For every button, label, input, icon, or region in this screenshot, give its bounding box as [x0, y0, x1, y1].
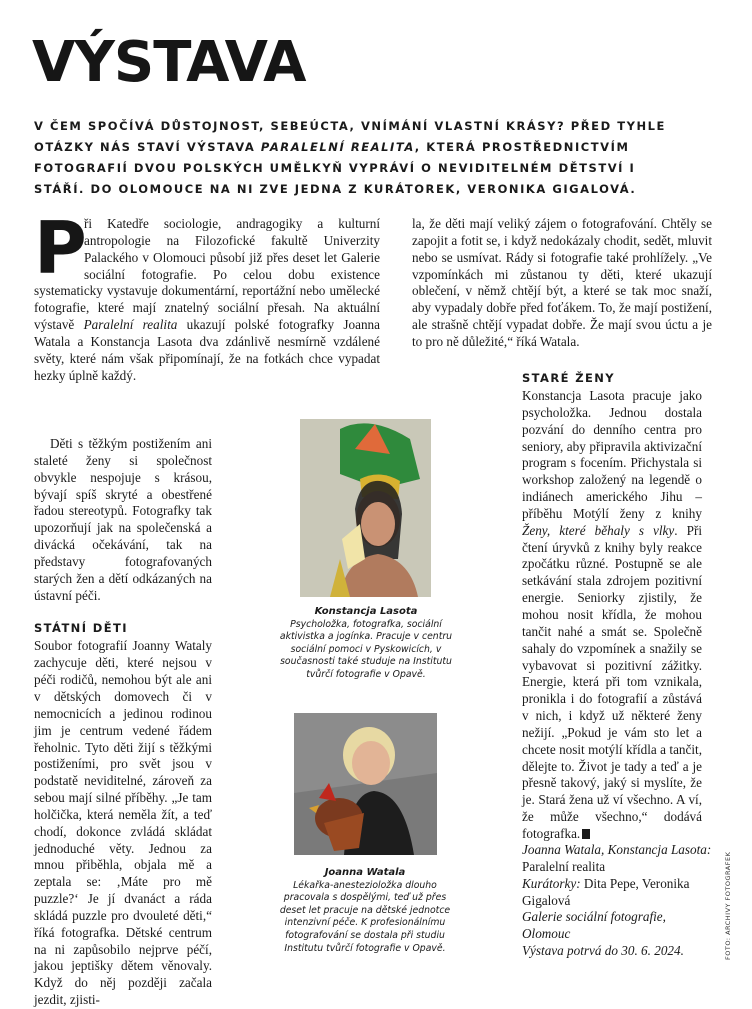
- caption-joanna: [270, 867, 460, 955]
- article-column-1-narrow: [34, 436, 212, 1009]
- dropcap-space: [34, 216, 84, 282]
- page-title: VÝSTAVA: [32, 30, 306, 95]
- paragraph-col2: la, že děti mají veliký zájem o fotografování. Chtěly se zapojit a fotit se, i když nedokázaly chodit, sedět, mluvit nebo se usmívat. Rády si fotografie také prohlížely. „Ve vzpomínkách mi zůstanou ty děti, které ukazují oblečení, v němž chtějí být, a které se tak moc snaží, aby vypadaly dobře před foťákem. To, že mají postižení, ale strašně chtějí vypadat dobře. Že mají svou úctu a je to pro ně důležité,“ říká Watala.: [412, 216, 712, 349]
- lead-exhibition-title: PARALELNÍ REALITA: [260, 140, 415, 154]
- portrait-illustration-1: [300, 419, 431, 597]
- info-curators-label: Kurátorky:: [522, 875, 581, 891]
- paragraph-3: Soubor fotografií Joanny Wataly zachycuje děti, které nejsou v péči rodičů, nemohou být ale ani v dětských domovech či v nemocnicích a jedinou rodinou jim je centrum vedené řádem řeholnic. Tyto děti žijí s těžkými postiženími, pro svět jsou v podstatě neviditelné, zároveň za sebou mají silné příběhy. „Je tam holčička, která neměla žít, a teď chodí, dokonce zvládá skládat jednoduché věty. Jednou za mnou přiběhla, objala mě a zeptala se: ‚Máte pro mě puzzle?‘ Je jí dvanáct a ráda skládá puzzle pro dvouleté děti,“ říká fotografka. Dětské centrum na ni zapůsobilo nejprve péčí, jakou jeptišky dětem věnovaly. Když do něj později začala jezdit, zjisti-: [34, 638, 212, 1008]
- article-column-3: [522, 368, 702, 843]
- info-artists: Joanna Watala, Konstancja Lasota:: [522, 842, 712, 857]
- intro-text-a: ři Katedře sociologie, andragogiky a kulturní antropologie na Filozofické fakultě Univerzity Palackého v Olomouci působí již přes deset let Galerie sociální fotografie. Po celou dobu existence systematicky vystavuje dokumentární, reportážní nebo umělecké fotografie, které mají znatelný sociální přesah. Na aktuální výstavě: [34, 216, 380, 333]
- intro-paragraph: [34, 216, 380, 384]
- exhibition-info: [522, 842, 712, 960]
- paragraph-4-text-a: Konstancja Lasota pracuje jako psycholožka. Jednou dostala pozvání do denního centra pro seniory, aby připravila aktivizační program s focením. Přichystala si workshop založený na legendě o indiánech amerického Jihu – příběhu Motýlí ženy z knihy: [522, 388, 702, 521]
- book-title: Ženy, které běhaly s vlky: [522, 522, 675, 538]
- caption-text-joanna: Lékařka-anestezioložka dlouho pracovala s dospělými, teď už přes deset let pracuje na dětské jednotce intenzivní péče. K profesionálnímu fotografování se dostala při studiu Institutu tvůrčí fotografie v Opavě.: [279, 879, 451, 954]
- lead-paragraph: [34, 116, 674, 200]
- info-curators-line: [522, 876, 712, 910]
- photo-konstancja-lasota: [300, 419, 431, 597]
- info-dates: Výstava potrvá do 30. 6. 2024.: [522, 943, 684, 959]
- info-curators: Dita Pepe, Veronika Gigalová: [522, 875, 690, 908]
- info-artists-line: [522, 842, 712, 876]
- caption-text-konstancja: Psycholožka, fotografka, sociální aktivistka a jogínka. Pracuje v centru sociální pomoci v Pyskowicích, v současnosti také studuje na Institutu tvůrčí fotografie v Opavě.: [279, 618, 453, 680]
- paragraph-4: [522, 388, 702, 843]
- article-column-2: [412, 216, 712, 351]
- subheading-stare-zeny: STARÉ ŽENY: [522, 371, 615, 385]
- drop-cap: P: [34, 206, 87, 290]
- info-exhibition: Paralelní realita: [522, 858, 606, 874]
- subheading-statni-deti: STÁTNÍ DĚTI: [34, 621, 128, 636]
- caption-name-joanna: Joanna Watala: [324, 867, 406, 878]
- caption-name-konstancja: Konstancja Lasota: [314, 606, 418, 617]
- article-column-1: [34, 216, 380, 384]
- end-mark-icon: [582, 829, 590, 839]
- paragraph-2: Děti s těžkým postižením ani staleté ženy si společnost obvykle nespojuje s krásou, bývají spíš skryté a obestřené řadou stereotypů. Fotografky tak upozorňují jak na společenská a divácká očekávání, tak na představy fotografovaných starých žen a dětí odkázaných na ústavní péči.: [34, 436, 212, 603]
- intro-exhibition-title: Paralelní realita: [83, 317, 178, 333]
- photo-credit: FOTO: ARCHIVY FOTOGRAFEK: [724, 851, 732, 960]
- photo-joanna-watala: [294, 713, 437, 855]
- caption-konstancja: [268, 606, 464, 682]
- portrait-illustration-2: [294, 713, 437, 855]
- info-venue: Galerie sociální fotografie, Olomouc: [522, 909, 666, 942]
- paragraph-4-text-b: . Při čtení úryvků z knihy byly reakce zpočátku různé. Postupně se ale setkávání stala zdrojem pozitivní energie. Seniorky zjistily, že mohou nosit křídla, že mohou tančit nahé a smát se. Společně sahaly do vzpomínek a snažily se vybavovat si pozitivní zážitky. Energie, která při tom vznikala, pronikla i do fotografií a zůstává v nich, i když už některé ženy nežijí. „Pokud je vám sto let a chcete nosit motýlí křídla a tančit, dělejte to. Život je tady a teď a je přesně takový, jaký si myslíte, že je. Stará žena už ví všechno. A ví, že může všechno,“ dodává fotografka.: [522, 522, 702, 841]
- lead-text-2: , KTERÁ PROSTŘEDNICTVÍM FOTOGRAFIÍ DVOU POLSKÝCH UMĚLKYŇ VYPRÁVÍ O NEVIDITELNÉM DĚTSTVÍ I STÁŘÍ. DO OLOMOUCE NA NI ZVE JEDNA Z KURÁTOREK, VERONIKA GIGALOVÁ.: [34, 140, 637, 196]
- intro-text-b: ukazují polské fotografky Joanna Watala a Konstancja Lasota dva zdánlivě nesmírně vzdálené světy, které nám však připomínají, že na fotkách chce vypadat hezky úplně každý.: [34, 317, 380, 383]
- lead-text-1: V ČEM SPOČÍVÁ DŮSTOJNOST, SEBEÚCTA, VNÍMÁNÍ VLASTNÍ KRÁSY? PŘED TYHLE OTÁZKY NÁS STAVÍ VÝSTAVA: [34, 119, 666, 154]
